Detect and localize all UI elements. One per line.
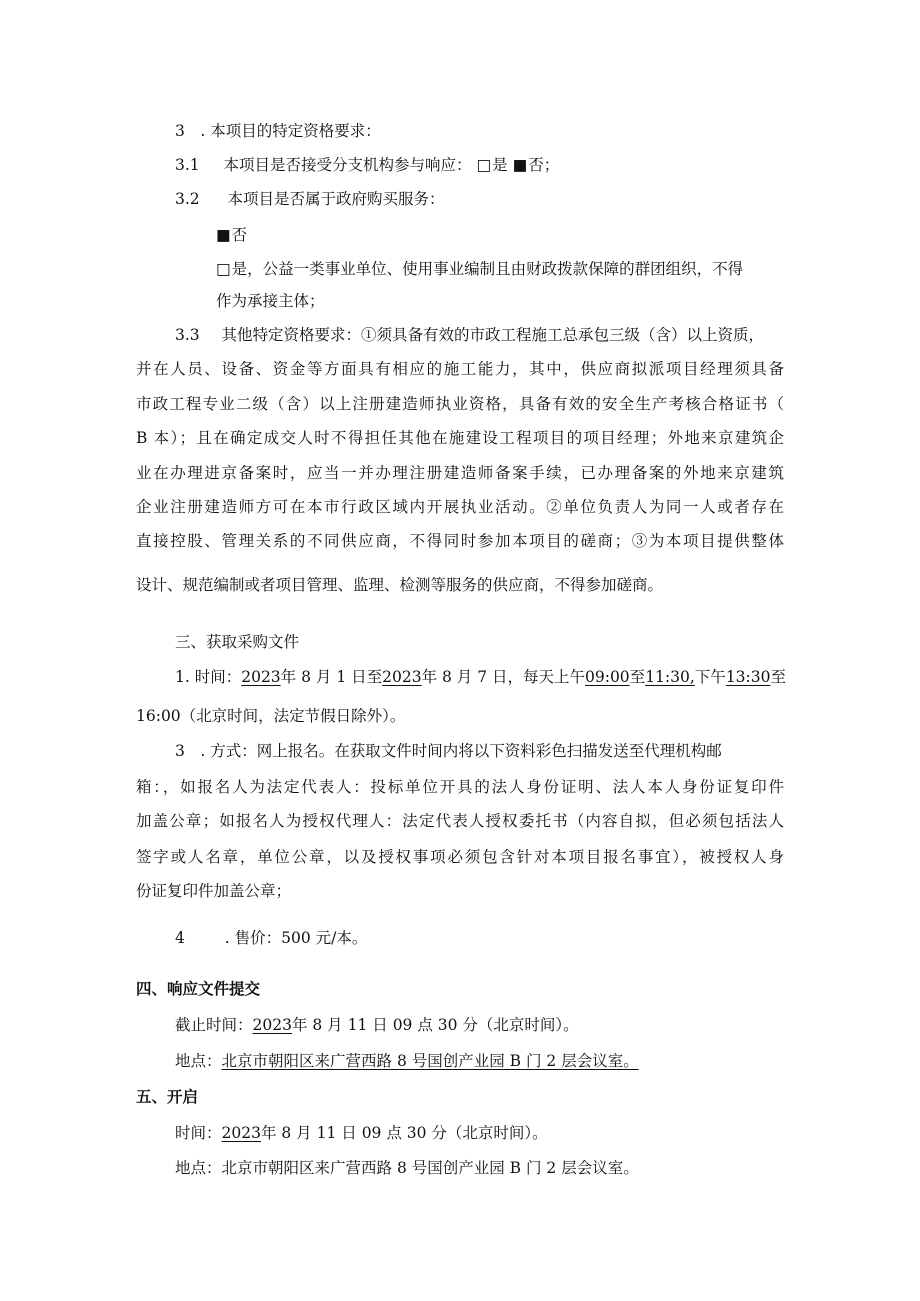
checkbox-filled: ■ [216,226,231,244]
start-date-text: 年 8 月 1 日至 [280,668,383,686]
item-3-3-line: 设计、规范编制或者项目管理、监理、检测等服务的供应商，不得参加磋商。 [136,576,664,594]
am-end: 11:30, [645,668,695,686]
item-3-2-text: 本项目是否属于政府购买服务： [227,190,445,208]
method-line: 签字或人名章，单位公章，以及授权事项必须包含针对本项目报名事宜），被授权人身 [136,848,784,866]
section-3-heading: 3 . 本项目的特定资格要求： [175,122,381,140]
submit-location-value: 北京市朝阳区来广营西路 8 号国创产业园 B 门 2 层会议室。 [221,1052,639,1070]
start-year: 2023 [241,668,281,686]
deadline-label: 截止时间： [175,1016,253,1034]
item-3-2-number: 3.2 [175,190,200,208]
end-date-text: 年 8 月 7 日，每天上午 [421,668,585,686]
submit-location-line [175,1051,639,1071]
price-text: . 售价：500 元/本。 [224,929,368,947]
item-3-3-number: 3.3 [175,326,200,344]
to-text: 至 [770,668,786,686]
item-3-3-text: 其他特定资格要求：①须具备有效的市政工程施工总承包三级（含）以上资质， [221,326,765,344]
open-year: 2023 [221,1124,261,1142]
option-no [216,225,247,245]
price-number: 4 [175,929,185,947]
part-5-heading: 五、开启 [136,1088,199,1106]
method-line: 3 . 方式：网上报名。在获取文件时间内将以下资料彩色扫描发送至代理机构邮 [175,742,722,760]
item-3-3-line: 市政工程专业二级（含）以上注册建造师执业资格，具备有效的安全生产考核合格证书（ [136,395,784,413]
checkbox-no-filled: ■ [512,156,528,174]
deadline-year: 2023 [252,1016,292,1034]
item-3-3-first-line [175,325,764,345]
acquire-time-line1 [175,667,786,687]
open-time-label: 时间： [175,1124,222,1142]
item-3-1-text: 本项目是否接受分支机构参与响应： [223,156,472,174]
acquire-time-label: 1. 时间： [175,668,242,686]
option-yes-line2: 作为承接主体； [216,292,325,310]
open-time-rest: 年 8 月 11 日 09 点 30 分（北京时间）。 [260,1124,548,1142]
item-3-3-line: 并在人员、设备、资金等方面具有相应的施工能力，其中，供应商拟派项目经理须具备 [136,360,784,378]
deadline-line [175,1015,579,1035]
deadline-rest: 年 8 月 11 日 09 点 30 分（北京时间）。 [291,1016,579,1034]
item-3-3-line: 企业注册建造师方可在本市行政区域内开展执业活动。②单位负责人为同一人或者存在 [136,498,784,516]
to-text: 至 [629,668,646,686]
pm-start: 13:30 [725,668,771,686]
checkbox-empty: □ [216,260,231,278]
acquire-time-line2: 16:00（北京时间，法定节假日除外）。 [136,707,406,725]
option-yes-line1: 是，公益一类事业单位、使用事业编制且由财政拨款保障的群团组织，不得 [231,260,744,278]
option-yes [216,259,743,279]
part-3-heading: 三、获取采购文件 [175,633,300,651]
am-start: 09:00 [585,668,630,686]
method-line: 份证复印件加盖公章； [136,882,292,900]
part-4-heading: 四、响应文件提交 [136,980,261,998]
checkbox-yes-empty: □ [476,156,492,174]
item-3-3-line: 直接控股、管理关系的不同供应商，不得同时参加本项目的磋商；③为本项目提供整体 [136,532,784,550]
option-no-label: 否 [231,226,248,244]
submit-location-label: 地点： [175,1052,222,1070]
item-3-3-line: B 本）；且在确定成交人时不得担任其他在施建设工程项目的项目经理；外地来京建筑企 [136,429,784,447]
method-line: 加盖公章；如报名人为授权代理人：法定代表人授权委托书（内容自拟，但必须包括法人 [136,812,784,830]
open-location-value: 北京市朝阳区来广营西路 8 号国创产业园 B 门 2 层会议室。 [221,1159,639,1177]
open-location-line [175,1158,639,1178]
item-3-1 [175,155,559,175]
end-year: 2023 [382,668,422,686]
open-location-label: 地点： [175,1159,222,1177]
item-3-2 [175,189,445,209]
item-3-1-number: 3.1 [175,156,200,174]
label-yes: 是 [492,156,508,174]
price-line [175,928,367,948]
method-line: 箱：，如报名人为法定代表人：投标单位开具的法人身份证明、法人本人身份证复印件 [136,778,784,796]
label-no: 否； [528,156,560,174]
open-time-line [175,1123,548,1143]
item-3-3-line: 业在办理进京备案时，应当一并办理注册建造师备案手续，已办理备案的外地来京建筑 [136,464,784,482]
pm-text: 下午 [694,668,726,686]
